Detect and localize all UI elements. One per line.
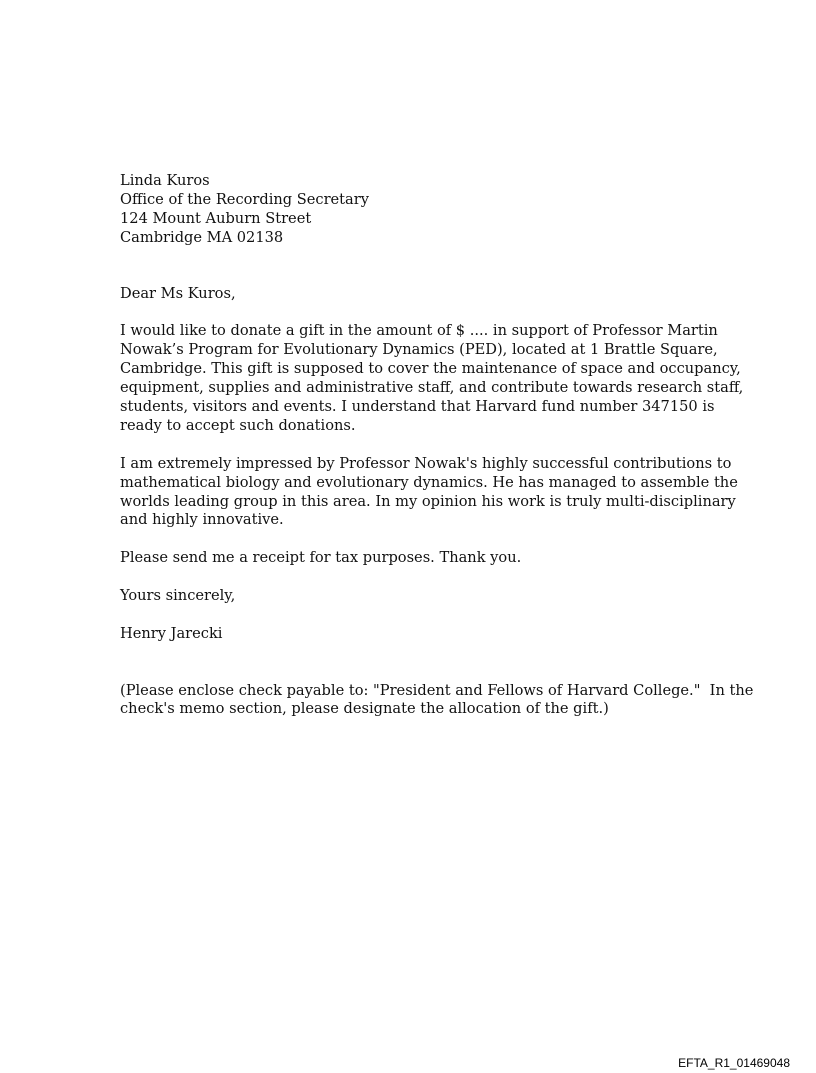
paragraph-donation <box>120 322 744 435</box>
paragraph-line: I am extremely impressed by Professor Nowak's highly successful contributions to <box>120 454 732 472</box>
recipient-address <box>120 172 710 248</box>
salutation-text: Dear Ms Kuros, <box>120 284 236 302</box>
paragraph-line: I would like to donate a gift in the amount of $ .... in support of Professor Martin <box>120 322 718 340</box>
paragraph-line: worlds leading group in this area. In my opinion his work is truly multi-disciplinary <box>120 492 736 510</box>
paragraph-line: and highly innovative. <box>120 511 284 529</box>
paragraph-line: Nowak’s Program for Evolutionary Dynamics (PED), located at 1 Brattle Square, <box>120 341 718 359</box>
paragraph-line: students, visitors and events. I understand that Harvard fund number 347150 is <box>120 398 715 416</box>
recipient-city: Cambridge MA 02138 <box>120 228 284 246</box>
paragraph-line: equipment, supplies and administrative staff, and contribute towards research staff, <box>120 379 744 397</box>
paragraph-line: Please send me a receipt for tax purposes. Thank you. <box>120 549 522 567</box>
closing-text: Yours sincerely, <box>120 587 236 605</box>
check-instructions <box>120 681 754 720</box>
footnote-line: (Please enclose check payable to: "President and Fellows of Harvard College." In the <box>120 681 754 699</box>
paragraph-praise <box>120 454 738 531</box>
paragraph-line: mathematical biology and evolutionary dynamics. He has managed to assemble the <box>120 473 738 491</box>
paragraph-line: ready to accept such donations. <box>120 416 356 434</box>
recipient-office: Office of the Recording Secretary <box>120 190 369 208</box>
paragraph-receipt <box>120 549 710 568</box>
footnote-line: check's memo section, please designate the allocation of the gift.) <box>120 700 609 718</box>
signature <box>120 625 710 644</box>
closing <box>120 587 710 606</box>
signature-name: Henry Jarecki <box>120 624 223 642</box>
bates-number: EFTA_R1_01469048 <box>678 1056 790 1070</box>
recipient-street: 124 Mount Auburn Street <box>120 209 312 227</box>
letter-body <box>120 172 754 719</box>
salutation <box>120 285 710 304</box>
paragraph-line: Cambridge. This gift is supposed to cover the maintenance of space and occupancy, <box>120 360 741 378</box>
recipient-name: Linda Kuros <box>120 172 210 189</box>
